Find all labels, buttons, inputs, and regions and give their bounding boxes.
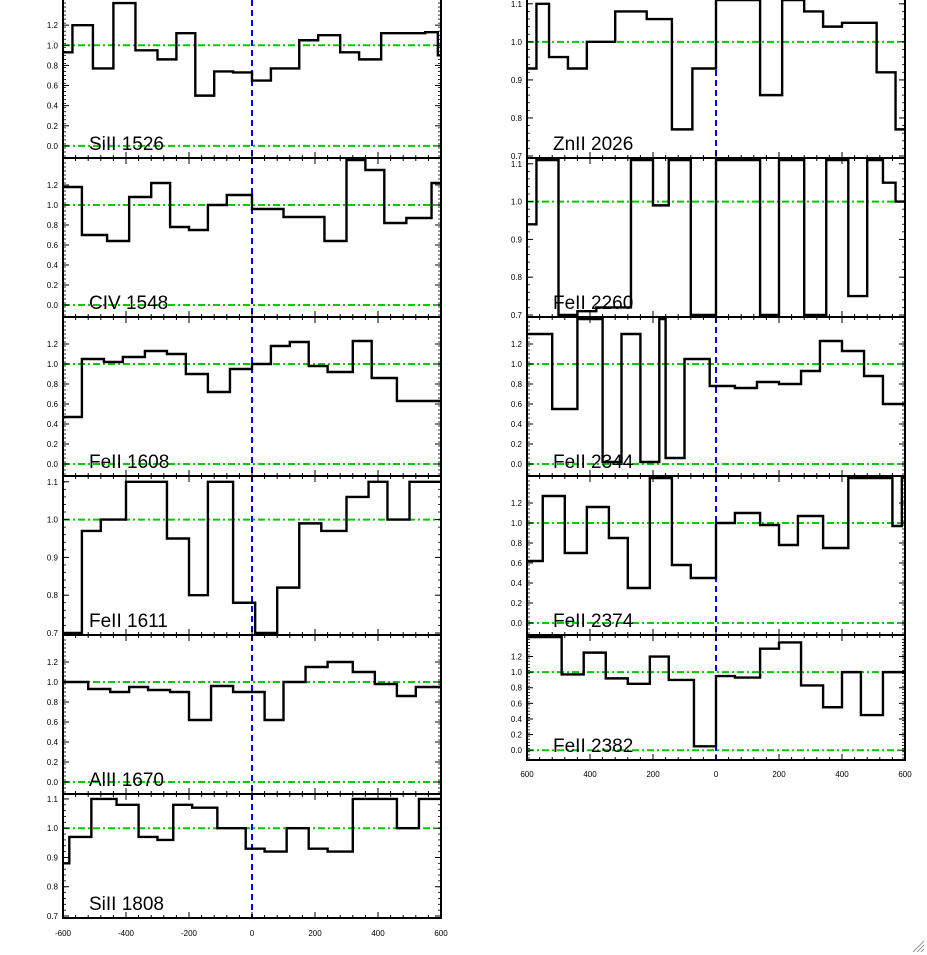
y-tick-label: 0.0 (46, 460, 58, 469)
x-tick-label: 0 (713, 770, 719, 779)
spectrum-series (527, 0, 905, 129)
y-tick-label: 1.0 (46, 41, 58, 51)
y-tick-label: 0.0 (46, 141, 58, 151)
y-tick-label: 0.8 (46, 591, 58, 601)
x-tick-label: 600 (520, 770, 534, 779)
y-tick-label: 0.6 (46, 241, 58, 250)
y-tick-label: 0.2 (510, 730, 522, 740)
panel-label: FeII 1611 (89, 611, 168, 632)
spectrum-series (527, 637, 905, 746)
y-tick-label: 0.9 (510, 75, 522, 85)
y-tick-label: 1.0 (510, 360, 522, 369)
y-tick-label: 0.6 (46, 400, 58, 409)
y-tick-label: 0.6 (510, 699, 522, 709)
x-axis-tick-labels (520, 770, 912, 779)
y-tick-label: 0.6 (510, 559, 522, 568)
y-tick-label: 0.6 (46, 81, 58, 91)
panel-feii-2382 (511, 635, 905, 760)
y-tick-label: 1.0 (46, 360, 58, 369)
y-tick-label: 1.0 (46, 824, 58, 834)
y-tick-label: 0.7 (510, 311, 522, 320)
panel-label: CIV 1548 (89, 293, 169, 314)
spectrum-series (527, 478, 905, 588)
panel-alii-1670 (47, 635, 441, 794)
y-tick-label: 0.8 (46, 380, 58, 389)
panel-feii-2374 (511, 476, 905, 635)
y-tick-label: 0.8 (510, 683, 522, 693)
y-tick-label: 1.0 (46, 201, 58, 210)
y-tick-label: 0.8 (46, 698, 58, 707)
panel-label: FeII 2344 (553, 452, 634, 473)
y-tick-label: 1.0 (510, 197, 522, 207)
y-tick-label: 0.9 (510, 235, 522, 245)
y-tick-label: 0.4 (46, 261, 58, 270)
y-tick-label: 1.2 (510, 499, 522, 508)
y-tick-label: 1.0 (46, 678, 58, 687)
y-tick-label: 1.0 (510, 668, 522, 678)
panel-label: ZnII 2026 (553, 134, 634, 155)
y-tick-label: 0.4 (46, 101, 58, 111)
y-tick-label: 1.1 (510, 0, 522, 9)
y-tick-label: 0.8 (46, 882, 58, 892)
y-tick-label: 1.2 (46, 181, 58, 190)
panel-feii-2344 (511, 317, 905, 476)
y-tick-label: 0.2 (510, 599, 522, 608)
panel-siii-1808 (47, 794, 441, 921)
y-tick-label: 0.9 (46, 853, 58, 863)
y-tick-label: 0.7 (510, 152, 522, 161)
y-tick-label: 0.0 (46, 301, 58, 310)
y-tick-label: 1.2 (46, 21, 58, 31)
y-tick-label: 1.1 (510, 159, 522, 169)
x-tick-label: -400 (117, 929, 135, 938)
y-tick-label: 0.4 (510, 420, 522, 429)
x-tick-label: 600 (434, 929, 448, 938)
y-tick-label: 0.7 (46, 912, 58, 921)
y-tick-label: 0.0 (510, 619, 522, 628)
x-tick-label: 200 (308, 929, 322, 938)
panel-label: FeII 2260 (553, 293, 634, 314)
y-tick-label: 1.0 (510, 519, 522, 528)
panel-label: FeII 2382 (553, 736, 634, 757)
panel-feii-2260 (511, 158, 905, 320)
y-tick-label: 0.2 (46, 281, 58, 290)
x-tick-label: 200 (646, 770, 660, 779)
panel-znii-2026 (511, 0, 905, 161)
panel-label: FeII 2374 (553, 611, 634, 632)
resize-grip-icon[interactable] (911, 939, 925, 953)
y-tick-label: 0.0 (510, 746, 522, 756)
y-tick-label: 0.9 (46, 553, 58, 563)
y-tick-label: 0.8 (510, 113, 522, 123)
x-tick-label: 200 (772, 770, 786, 779)
y-tick-label: 0.7 (46, 629, 58, 638)
y-tick-label: 1.0 (510, 37, 522, 47)
y-tick-label: 1.2 (510, 340, 522, 349)
y-tick-label: 0.8 (46, 221, 58, 230)
y-tick-label: 0.0 (510, 460, 522, 469)
y-tick-label: 0.8 (510, 380, 522, 389)
panel-label: FeII 1608 (89, 452, 170, 473)
panel-label: SiII 1526 (89, 134, 164, 155)
panel-label: SiII 1808 (89, 894, 164, 915)
y-tick-label: 0.4 (510, 579, 522, 588)
y-tick-label: 0.6 (46, 718, 58, 727)
panel-feii-1608 (47, 317, 441, 476)
y-tick-label: 0.2 (46, 758, 58, 767)
x-axis-tick-labels (55, 929, 448, 938)
x-tick-label: 0 (249, 929, 255, 938)
panel-siii-1526 (47, 0, 441, 158)
x-tick-label: -600 (54, 929, 72, 938)
x-tick-label: 400 (371, 929, 385, 938)
y-tick-label: 1.2 (46, 658, 58, 667)
y-tick-label: 0.2 (46, 121, 58, 131)
x-tick-label: 600 (898, 770, 912, 779)
y-tick-label: 1.1 (46, 477, 58, 487)
x-tick-label: 400 (583, 770, 597, 779)
y-tick-label: 1.1 (46, 794, 58, 804)
y-tick-label: 0.0 (46, 778, 58, 787)
y-tick-label: 0.8 (46, 61, 58, 71)
y-tick-label: 0.4 (510, 714, 522, 724)
y-tick-label: 0.8 (510, 273, 522, 283)
y-tick-label: 0.4 (46, 738, 58, 747)
x-tick-label: 400 (835, 770, 849, 779)
panel-civ-1548 (47, 158, 441, 317)
y-tick-label: 1.2 (46, 340, 58, 349)
y-tick-label: 1.2 (510, 652, 522, 662)
y-tick-label: 0.8 (510, 539, 522, 548)
y-tick-label: 0.2 (510, 440, 522, 449)
x-tick-label: -200 (180, 929, 198, 938)
spectrum-series (527, 160, 905, 315)
panel-label: AlII 1670 (89, 770, 164, 791)
panel-feii-1611 (47, 476, 441, 638)
y-tick-label: 1.0 (46, 515, 58, 525)
y-tick-label: 0.6 (510, 400, 522, 409)
y-tick-label: 0.4 (46, 420, 58, 429)
y-tick-label: 0.2 (46, 440, 58, 449)
